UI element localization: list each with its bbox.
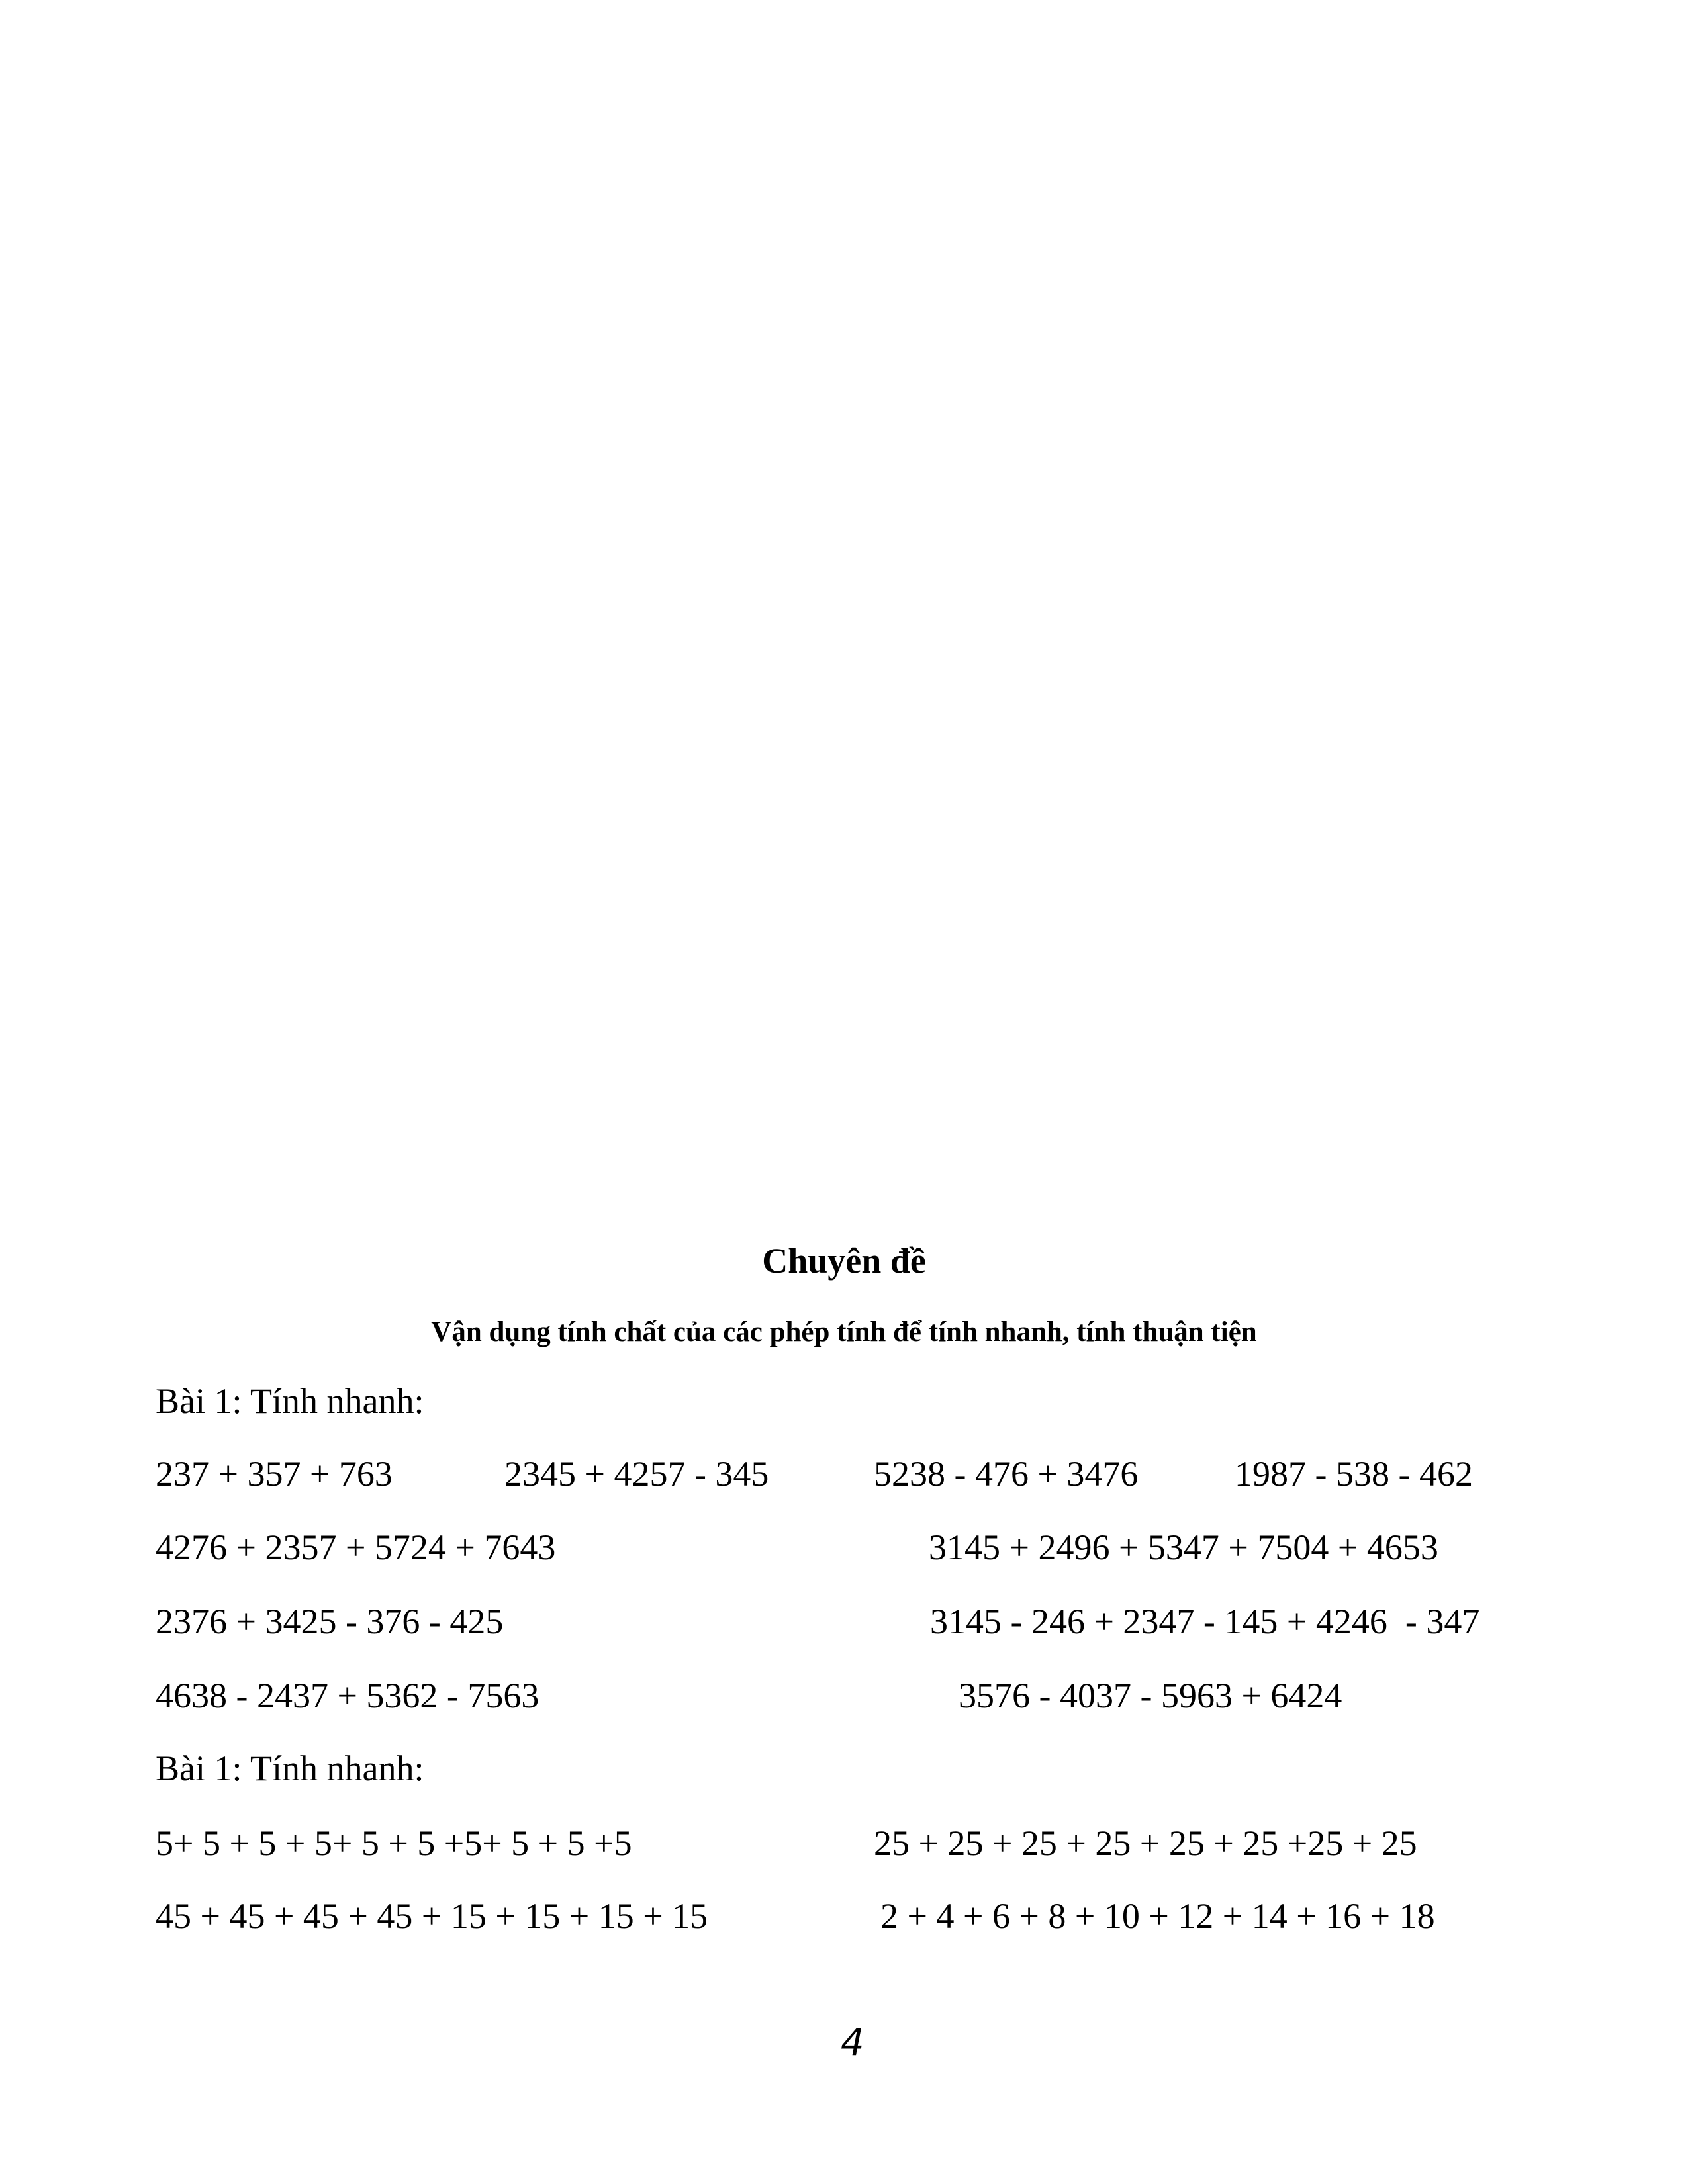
section1-heading: Bài 1: Tính nhanh: — [156, 1381, 424, 1421]
document-subtitle: Vận dụng tính chất của các phép tính để tính nhanh, tính thuận tiện — [431, 1316, 1257, 1347]
exercise-2a: 4276 + 2357 + 5724 + 7643 — [156, 1527, 556, 1567]
exercise-4a: 4638 - 2437 + 5362 - 7563 — [156, 1676, 539, 1715]
exercise-1d: 1987 - 538 - 462 — [1235, 1454, 1473, 1494]
exercise-6b: 2 + 4 + 6 + 8 + 10 + 12 + 14 + 16 + 18 — [880, 1896, 1435, 1936]
exercise-1b: 2345 + 4257 - 345 — [504, 1454, 769, 1494]
exercise-3b: 3145 - 246 + 2347 - 145 + 4246 - 347 — [930, 1602, 1480, 1641]
exercise-2b: 3145 + 2496 + 5347 + 7504 + 4653 — [929, 1527, 1438, 1567]
section2-heading: Bài 1: Tính nhanh: — [156, 1749, 424, 1788]
page-number: 4 — [841, 2021, 865, 2064]
exercise-4b: 3576 - 4037 - 5963 + 6424 — [959, 1676, 1342, 1715]
exercise-3a: 2376 + 3425 - 376 - 425 — [156, 1602, 504, 1641]
exercise-1a: 237 + 357 + 763 — [156, 1454, 393, 1494]
exercise-1c: 5238 - 476 + 3476 — [874, 1454, 1139, 1494]
exercise-5a: 5+ 5 + 5 + 5+ 5 + 5 +5+ 5 + 5 +5 — [156, 1823, 632, 1863]
exercise-6a: 45 + 45 + 45 + 45 + 15 + 15 + 15 + 15 — [156, 1896, 708, 1936]
document-title: Chuyên đề — [762, 1241, 926, 1281]
exercise-5b: 25 + 25 + 25 + 25 + 25 + 25 +25 + 25 — [874, 1823, 1417, 1863]
